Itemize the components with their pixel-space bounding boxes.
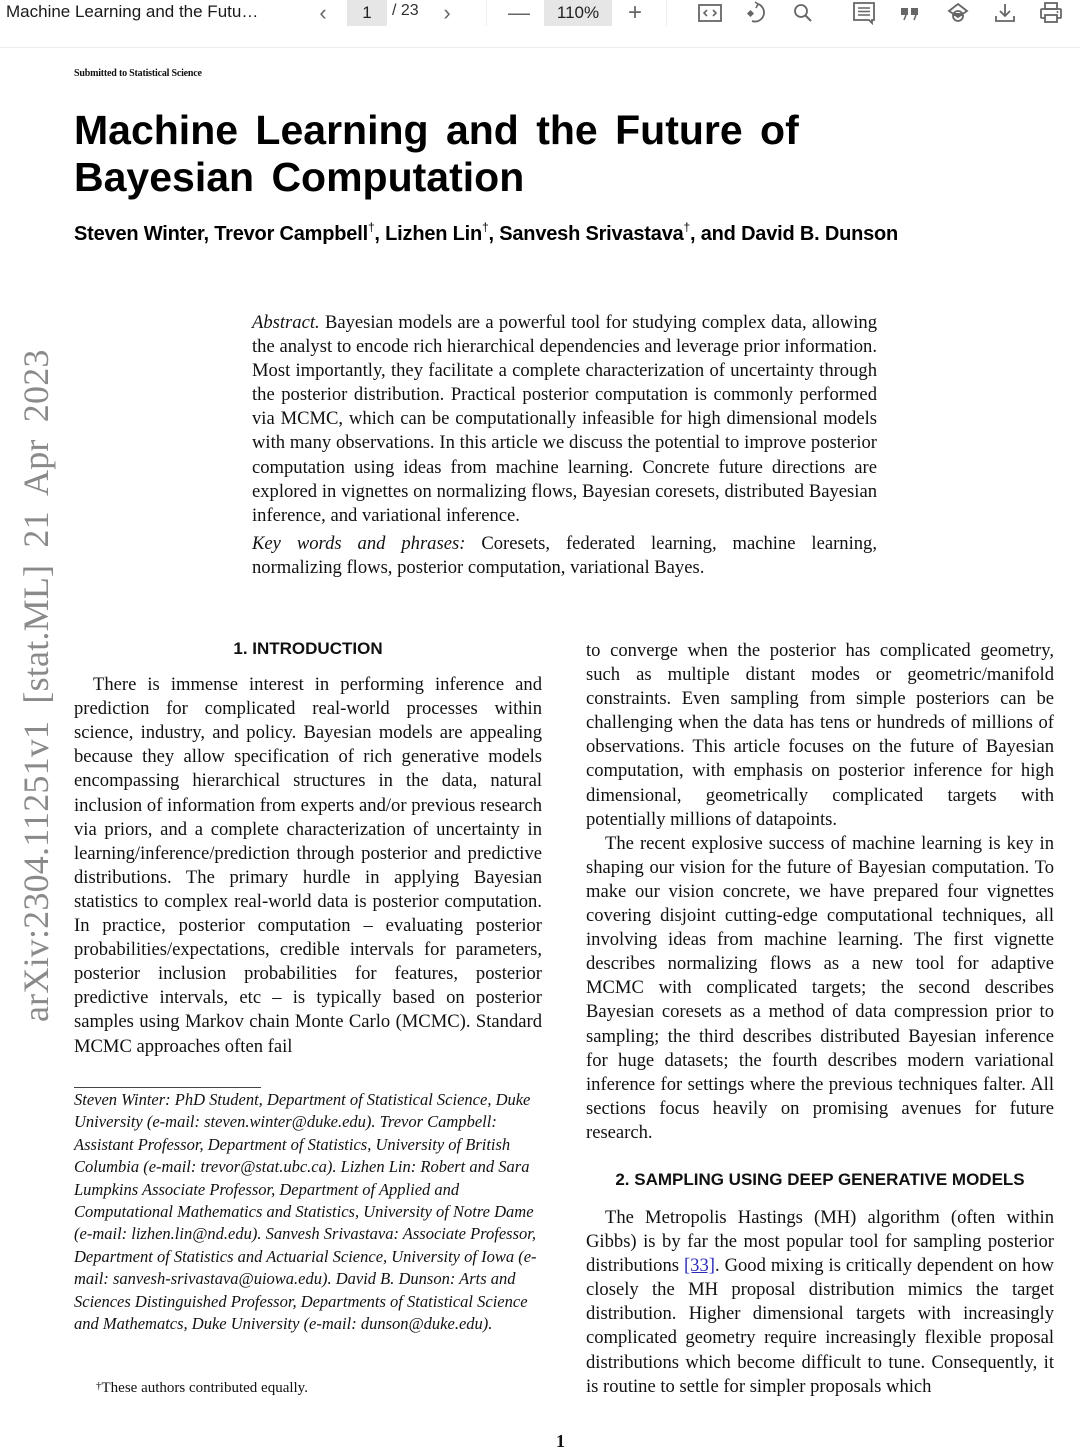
- zoom-out-button[interactable]: [506, 0, 532, 26]
- scholar-button[interactable]: [945, 1, 971, 25]
- dagger-mark: †: [367, 220, 375, 234]
- dagger-mark: †: [482, 220, 489, 234]
- author-name: David B. Dunson: [741, 223, 899, 245]
- right-column: [586, 639, 1054, 1145]
- section-2-wrapper: [586, 1170, 1054, 1202]
- author-name: Lizhen Lin: [385, 223, 483, 245]
- abstract-paragraph: [252, 311, 877, 528]
- chevron-right-icon: ›: [443, 0, 451, 25]
- abstract-label: Abstract.: [252, 312, 320, 333]
- scholar-icon: [945, 1, 971, 25]
- title-line-1: Machine Learning and the Future of: [74, 107, 799, 153]
- notes-icon: [851, 1, 877, 25]
- pdf-toolbar: [0, 0, 1080, 48]
- search-button[interactable]: [790, 1, 816, 25]
- section-heading-introduction: 1. INTRODUCTION: [233, 639, 383, 658]
- left-column: [74, 637, 542, 1059]
- author-name: Steven Winter: [74, 223, 204, 245]
- section-2-paragraph-1: The Metropolis Hastings (MH) algorithm (often within Gibbs) is by far the most popular tool for sampling posterior distributions [33]. Good mixing is critically dependent on how closely the MH proposal distribution mimics the target distribution. Higher dimensional targets with increasingly complicated geometry require increasingly flexible proposal distributions which become difficult to tune. Consequently, it is routine to settle for simpler proposals which: [586, 1207, 1054, 1397]
- rotate-icon: [745, 1, 771, 25]
- plus-icon: +: [627, 0, 642, 26]
- abstract: [252, 311, 877, 584]
- minus-icon: —: [508, 0, 530, 25]
- previous-page-button[interactable]: [310, 0, 336, 26]
- notes-button[interactable]: [851, 1, 877, 25]
- cite-button[interactable]: [897, 1, 923, 25]
- section-2-body: [586, 1206, 1054, 1399]
- rotate-button[interactable]: [745, 1, 771, 25]
- quote-icon: [897, 1, 923, 25]
- chevron-left-icon: ‹: [319, 0, 327, 25]
- author-name: Trevor Campbell: [214, 223, 368, 245]
- search-icon: [790, 1, 816, 25]
- toolbar-divider: [486, 0, 487, 26]
- dagger-mark: †: [96, 1380, 102, 1392]
- download-button[interactable]: [992, 1, 1018, 25]
- page-number: 1: [556, 1431, 565, 1449]
- title-line-2: Bayesian Computation: [74, 154, 525, 200]
- zoom-level-input[interactable]: 110%: [544, 0, 612, 26]
- intro-paragraph-2: The recent explosive success of machine learning is key in shaping our vision for the future of Bayesian computation. To make our vision concrete, we have prepared four vignettes covering disjoint cutting-edge computational techniques, all involving ideas from machine learning. The first vignette describes normalizing flows as a new tool for adaptive MCMC with complicated targets; the second describes Bayesian coresets as a method of data compression prior to sampling; the third describes distributed Bayesian inference for huge datasets; the fourth describes modern variational inference for settings where the previous techniques falter. All sections focus heavily on promising avenues for future research.: [586, 832, 1054, 1143]
- author-name: Sanvesh Srivastava: [499, 223, 684, 245]
- journal-header: Submitted to Statistical Science: [74, 68, 202, 79]
- fit-width-icon: [697, 1, 723, 25]
- intro-paragraph-1: There is immense interest in performing inference and prediction for complicated real-world processes within science, industry, and policy. Bayesian models are appealing because they allow specification of rich generative models encompassing hierarchical structures in the data, natural inclusion of information from experts and/or previous research via priors, and a complete characterization of uncertainty in learning/inference/prediction through posterior and predictive distributions. The primary hurdle in applying Bayesian statistics to complex real-world data is posterior computation. In practice, posterior computation – evaluating posterior probabilities/expectations, credible intervals for parameters, posterior inclusion probabilities for features, posterior predictive intervals, etc – is typically based on posterior samples using Markov chain Monte Carlo (MCMC). Standard MCMC approaches often fail: [74, 674, 542, 1057]
- fit-width-button[interactable]: [697, 1, 723, 25]
- author-affiliations-footnote: Steven Winter: PhD Student, Department of Statistical Science, Duke University (e-mail: steven.winter@duke.edu). Trevor Campbell: Assistant Professor, Department of Statistics, University of British Columbia (e-mail: trevor@stat.ubc.ca). Lizhen Lin: Robert and Sara Lumpkins Associate Professor, Department of Applied and Computational Mathematics and Statistics, University of Notre Dame (e-mail: lizhen.lin@nd.edu). Sanvesh Srivastava: Associate Professor, Department of Statistics and Actuarial Science, University of Iowa (e-mail: sanvesh-srivastava@uiowa.edu). David B. Dunson: Arts and Sciences Distinguished Professor, Departments of Statistical Science and Mathematcs, Duke University (e-mail: dunson@duke.edu).: [74, 1090, 537, 1334]
- pdf-page: [0, 49, 1080, 1449]
- author-list: Steven Winter, Trevor Campbell†, Lizhen Lin†, Sanvesh Srivastava†, and David B. Dunson: [74, 220, 899, 245]
- zoom-in-button[interactable]: [620, 0, 650, 26]
- dagger-mark: †: [683, 220, 691, 234]
- arxiv-stamp: arXiv:2304.11251v1 [stat.ML] 21 Apr 2023: [16, 349, 56, 1022]
- page-number-input[interactable]: 1: [347, 0, 387, 26]
- intro-paragraph-1-continued: to converge when the posterior has complicated geometry, such as multiple distant modes or geometric/manifold constraints. Even sampling from simple posteriors can be challenging when the data has tens or hundreds of millions of observations. This article focuses on the future of Bayesian computation, with emphasis on posterior inference for high dimensional, geometrically complicated targets with potentially millions of datapoints.: [586, 640, 1054, 830]
- keywords-label: Key words and phrases:: [252, 532, 466, 554]
- next-page-button[interactable]: [434, 0, 460, 26]
- keywords-text: Coresets, federated learning, machine learning, normalizing flows, posterior computation, variational Bayes.: [252, 532, 877, 578]
- paper-title: [74, 107, 974, 201]
- equal-contribution-footnote: †These authors contributed equally.: [96, 1380, 308, 1396]
- citation-link[interactable]: [33]: [683, 1255, 715, 1277]
- abstract-text: Bayesian models are a powerful tool for studying complex data, allowing the analyst to encode rich hierarchical dependencies and leverage prior information. Most importantly, they facilitate a complete characterization of uncertainty through the posterior distribution. Practical posterior computation is commonly performed via MCMC, which can be computationally infeasible for high dimensional models with many observations. In this article we discuss the potential to improve posterior computation using ideas from machine learning. Concrete future directions are explored in vignettes on normalizing flows, Bayesian coresets, distributed Bayesian inference, and variational inference.: [252, 312, 877, 526]
- toolbar-divider: [666, 0, 667, 26]
- print-button[interactable]: [1038, 1, 1064, 25]
- document-title: Machine Learning and the Futu…: [6, 2, 259, 21]
- keywords-paragraph: [252, 532, 877, 580]
- print-icon: [1038, 1, 1064, 25]
- footnote-divider: [74, 1087, 261, 1088]
- section-heading-sampling: 2. SAMPLING USING DEEP GENERATIVE MODELS: [615, 1170, 1025, 1189]
- download-icon: [992, 1, 1018, 25]
- total-pages: / 23: [392, 2, 419, 19]
